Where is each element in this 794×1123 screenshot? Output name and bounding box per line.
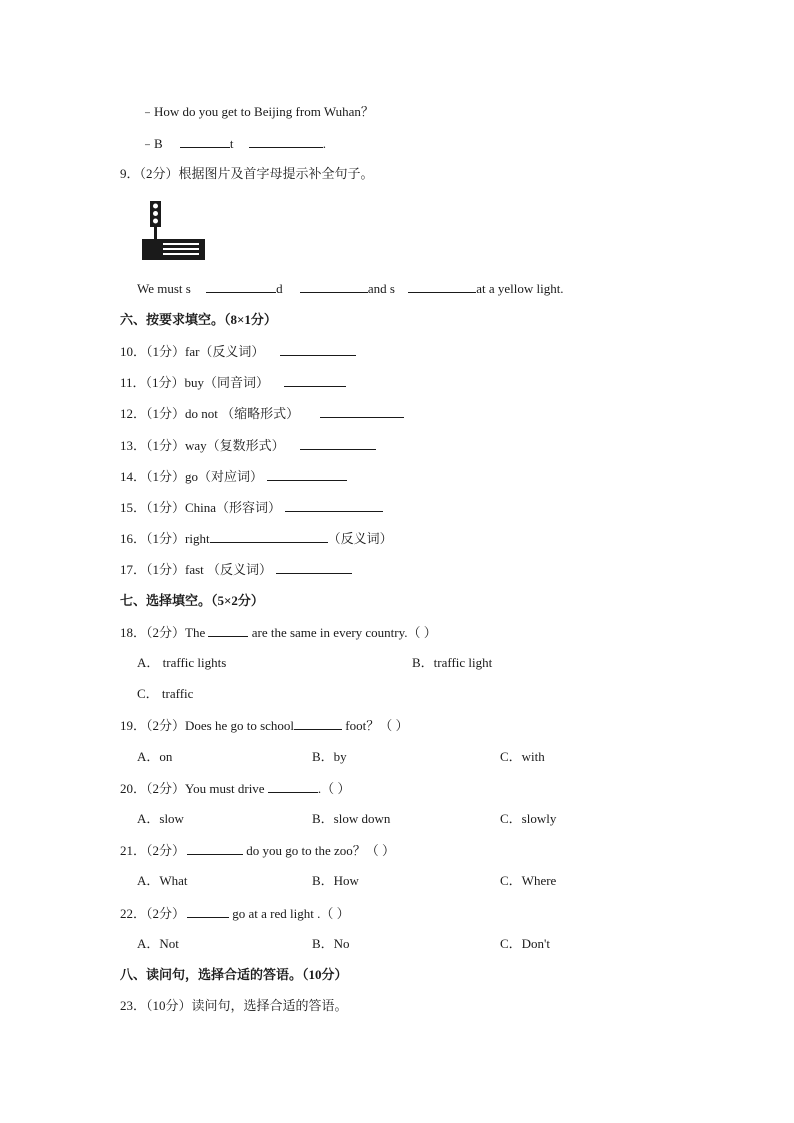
q11-blank[interactable] [284,374,346,387]
q19-blank[interactable] [294,717,342,730]
q13-text: 13．（1分）way（复数形式） [120,438,285,453]
q12-blank[interactable] [320,405,404,418]
question-21 [120,842,395,859]
question-10 [120,343,356,360]
question-11 [120,374,346,391]
question-15 [120,499,383,516]
q22-post: go at a red light .（ ） [232,906,350,921]
q13-blank[interactable] [300,437,376,450]
q10-blank[interactable] [280,343,356,356]
section-8-title: 八、读问句，选择合适的答语。（10分） [120,967,348,982]
q15-text: 15．（1分）China（形容词） [120,500,282,515]
question-13 [120,437,376,454]
q19-option-c[interactable]: C．with [500,749,545,764]
question-23: 23．（10分）读问句，选择合适的答语。 [120,998,348,1013]
question-18 [120,624,437,641]
q21-option-a[interactable]: A．What [137,873,188,888]
q20-option-b[interactable]: B．slow down [312,811,391,826]
q21-pre: 21．（2分） [120,843,186,858]
q9-blank-2[interactable] [300,280,368,293]
q15-blank[interactable] [285,499,383,512]
q20-post: .（ ） [317,781,351,796]
q19-option-a[interactable]: A．on [137,749,173,764]
question-14 [120,468,347,485]
q14-text: 14．（1分）go（对应词） [120,469,264,484]
answer-mid: t [229,136,234,151]
answer-prefix: ﹣B [141,136,163,151]
dialog-question [141,104,374,120]
question-12 [120,405,404,422]
question-19 [120,717,409,734]
q9-part-2: d [276,281,283,296]
section-7-title: 七、选择填空。（5×2分） [120,593,264,608]
answer-end: . [322,136,327,151]
q18-blank[interactable] [208,624,248,637]
q22-option-a[interactable]: A．Not [137,936,179,951]
q21-blank[interactable] [187,842,243,855]
q21-option-c[interactable]: C．Where [500,873,557,888]
q18-option-c[interactable]: C． traffic [137,686,194,701]
q17-blank[interactable] [276,561,352,574]
q18-post: are the same in every country.（ ） [251,625,437,640]
answer-blank-1[interactable] [180,135,230,148]
q11-text: 11．（1分）buy（同音词） [120,375,270,390]
question-17 [120,561,352,578]
q20-option-c[interactable]: C．slowly [500,811,557,826]
q9-blank-1[interactable] [206,280,276,293]
q16-after: （反义词） [327,531,393,546]
question-22 [120,905,350,922]
q22-pre: 22．（2分） [120,906,186,921]
q9-part-1: We must s [137,281,191,296]
q22-option-b[interactable]: B．No [312,936,350,951]
q19-option-b[interactable]: B．by [312,749,347,764]
q19-post: foot？（ ） [345,718,409,733]
q18-option-b[interactable]: B．traffic light [412,655,493,670]
q9-part-4: at a yellow light. [476,281,564,296]
q19-pre: 19．（2分）Does he go to school [120,718,295,733]
question-16 [120,530,393,547]
q18-pre: 18．（2分）The [120,625,206,640]
q17-text: 17．（1分）fast （反义词） [120,562,273,577]
q16-blank[interactable] [210,530,328,543]
q20-blank[interactable] [268,780,318,793]
q10-text: 10．（1分）far（反义词） [120,344,265,359]
section-6-title: 六、按要求填空。（8×1分） [120,312,277,327]
q20-option-a[interactable]: A．slow [137,811,184,826]
question-20 [120,780,350,797]
question-9-stem [120,166,374,182]
dialog-question-text: ﹣How do you get to Beijing from Wuhan？ [141,104,374,119]
q14-blank[interactable] [267,468,347,481]
q9-part-3: and s [367,281,395,296]
q12-text: 12．（1分）do not （缩略形式） [120,406,300,421]
dialog-answer [141,135,326,152]
question-9-stem-text: 9．（2分）根据图片及首字母提示补全句子。 [120,166,374,181]
question-9-sentence [137,280,564,297]
q18-option-a[interactable]: A． traffic lights [137,655,227,670]
q20-pre: 20．（2分）You must drive [120,781,265,796]
traffic-light-icon [141,200,207,262]
q16-text: 16．（1分）right [120,531,210,546]
q21-option-b[interactable]: B．How [312,873,359,888]
q9-blank-3[interactable] [408,280,476,293]
q22-option-c[interactable]: C．Don't [500,936,551,951]
q21-post: do you go to the zoo？（ ） [246,843,396,858]
answer-blank-2[interactable] [249,135,323,148]
q22-blank[interactable] [187,905,229,918]
